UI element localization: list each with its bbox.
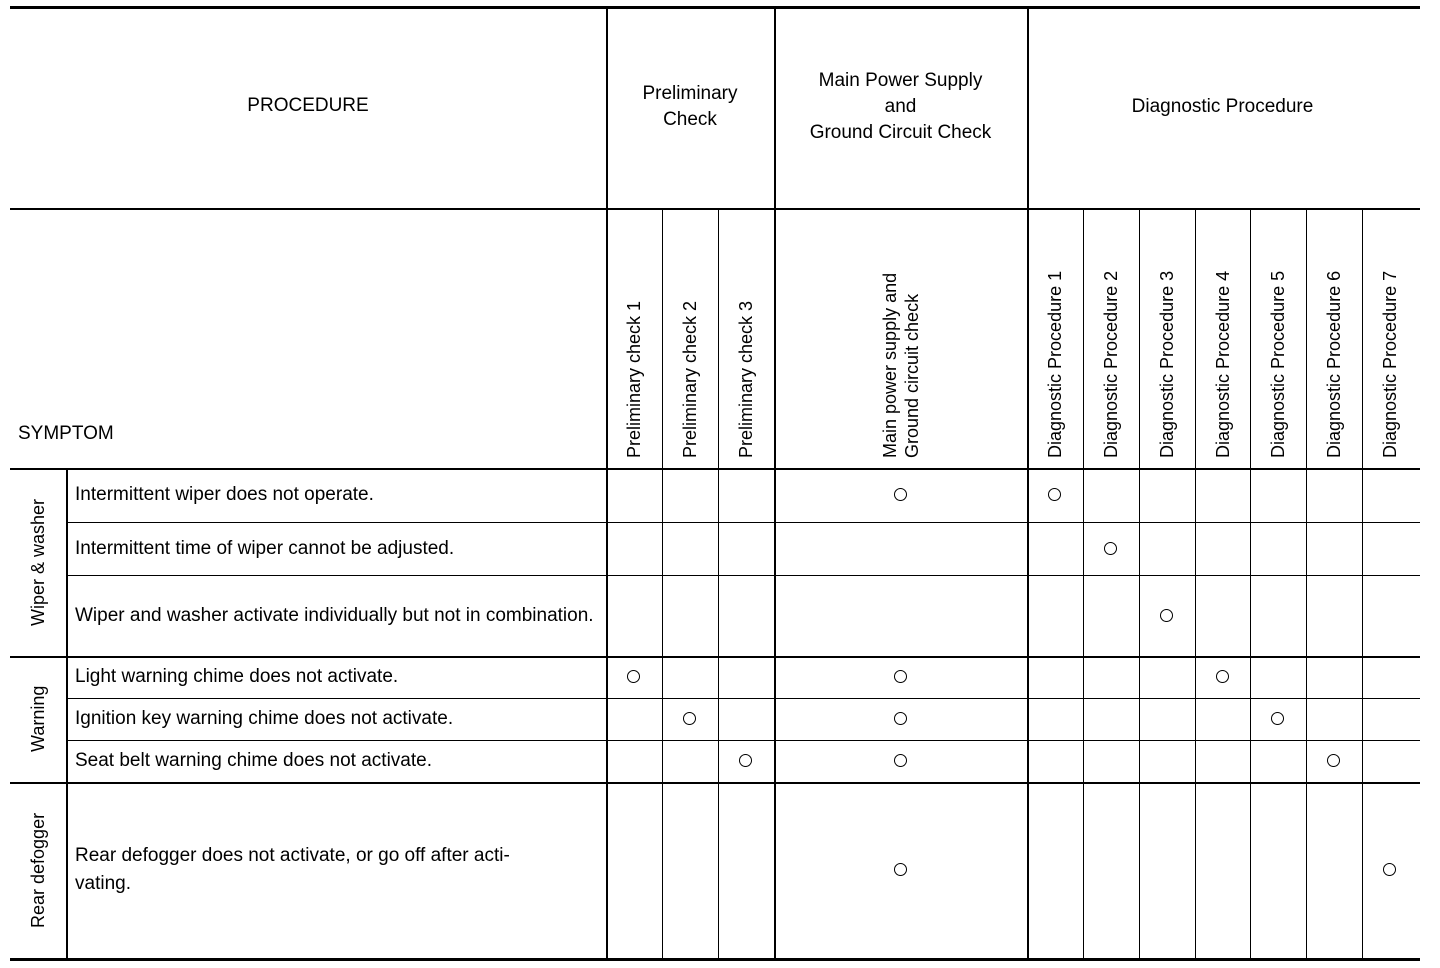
column-divider-line — [1362, 208, 1363, 958]
column-header-8 — [1212, 271, 1234, 458]
column-header-line: Diagnostic Procedure 2 — [1101, 270, 1121, 458]
check-mark-circle — [1327, 754, 1340, 767]
column-divider-line — [718, 208, 719, 958]
symptom-text: Light warning chime does not activate. — [75, 666, 399, 687]
group-header-prelim: Preliminary Check — [642, 83, 738, 130]
column-header-line: Diagnostic Procedure 6 — [1324, 270, 1344, 458]
column-header-line: Diagnostic Procedure 4 — [1212, 270, 1233, 458]
column-divider-line — [1139, 208, 1140, 958]
check-mark-circle — [627, 670, 640, 683]
column-header-line: Diagnostic Procedure 3 — [1157, 270, 1177, 458]
category-divider-line — [66, 468, 68, 958]
check-mark-circle — [894, 754, 907, 767]
column-divider-line — [662, 208, 663, 958]
symptom-text: Intermittent wiper does not operate. — [75, 484, 374, 505]
column-header-10 — [1323, 271, 1345, 458]
column-header-6 — [1100, 271, 1122, 458]
group-header-main: Main Power Supply and Ground Circuit Check — [809, 70, 992, 143]
column-header-line: Preliminary check 2 — [680, 300, 700, 458]
check-mark-circle — [894, 670, 907, 683]
column-header-line: Diagnostic Procedure 7 — [1380, 270, 1400, 458]
check-mark-circle — [739, 754, 752, 767]
column-header-1 — [623, 301, 645, 458]
symptom-text: Seat belt warning chime does not activate. — [75, 750, 432, 771]
procedure-symptom-matrix — [10, 6, 1420, 962]
table-bottom-rule — [10, 958, 1420, 961]
column-header-line: Diagnostic Procedure 1 — [1045, 270, 1065, 458]
column-divider-line — [1083, 208, 1084, 958]
check-mark-circle — [894, 488, 907, 501]
column-header-line: Preliminary check 3 — [736, 300, 756, 458]
check-mark-circle — [1216, 670, 1229, 683]
category-label: Warning — [28, 685, 48, 752]
column-header-5 — [1044, 271, 1066, 458]
column-header-4 — [879, 273, 923, 458]
symptom-text: Intermittent time of wiper cannot be adjusted. — [75, 537, 455, 559]
column-header-line: Ground circuit check — [901, 293, 922, 458]
group-header-diag: Diagnostic Procedure — [1131, 96, 1314, 117]
header-split-rule — [10, 208, 1420, 210]
check-mark-circle — [1048, 488, 1061, 501]
check-mark-circle — [1271, 712, 1284, 725]
symptom-text: Rear defogger does not activate, or go off after acti- vating. — [75, 845, 510, 894]
column-divider-line — [1195, 208, 1196, 958]
column-divider-line — [1250, 208, 1251, 958]
column-header-3 — [735, 301, 757, 458]
check-mark-circle — [894, 863, 907, 876]
symptom-header: SYMPTOM — [18, 423, 114, 444]
category-label: Wiper & washer — [28, 498, 48, 626]
column-divider-line — [1306, 208, 1307, 958]
column-header-7 — [1156, 271, 1178, 458]
column-header-11 — [1379, 271, 1401, 458]
column-header-line: Main power supply and — [879, 272, 900, 458]
check-mark-circle — [683, 712, 696, 725]
column-header-9 — [1267, 271, 1289, 458]
symptom-text: Wiper and washer activate individually but not in combination. — [75, 604, 594, 626]
check-mark-circle — [1160, 609, 1173, 622]
symptom-text: Ignition key warning chime does not activate. — [75, 708, 454, 729]
column-header-line: Diagnostic Procedure 5 — [1268, 270, 1288, 458]
check-mark-circle — [1104, 542, 1117, 555]
column-header-2 — [679, 301, 701, 458]
column-header-line: Preliminary check 1 — [624, 300, 644, 458]
check-mark-circle — [894, 712, 907, 725]
procedure-header: PROCEDURE — [247, 95, 369, 116]
check-mark-circle — [1383, 863, 1396, 876]
category-label: Rear defogger — [28, 812, 48, 928]
